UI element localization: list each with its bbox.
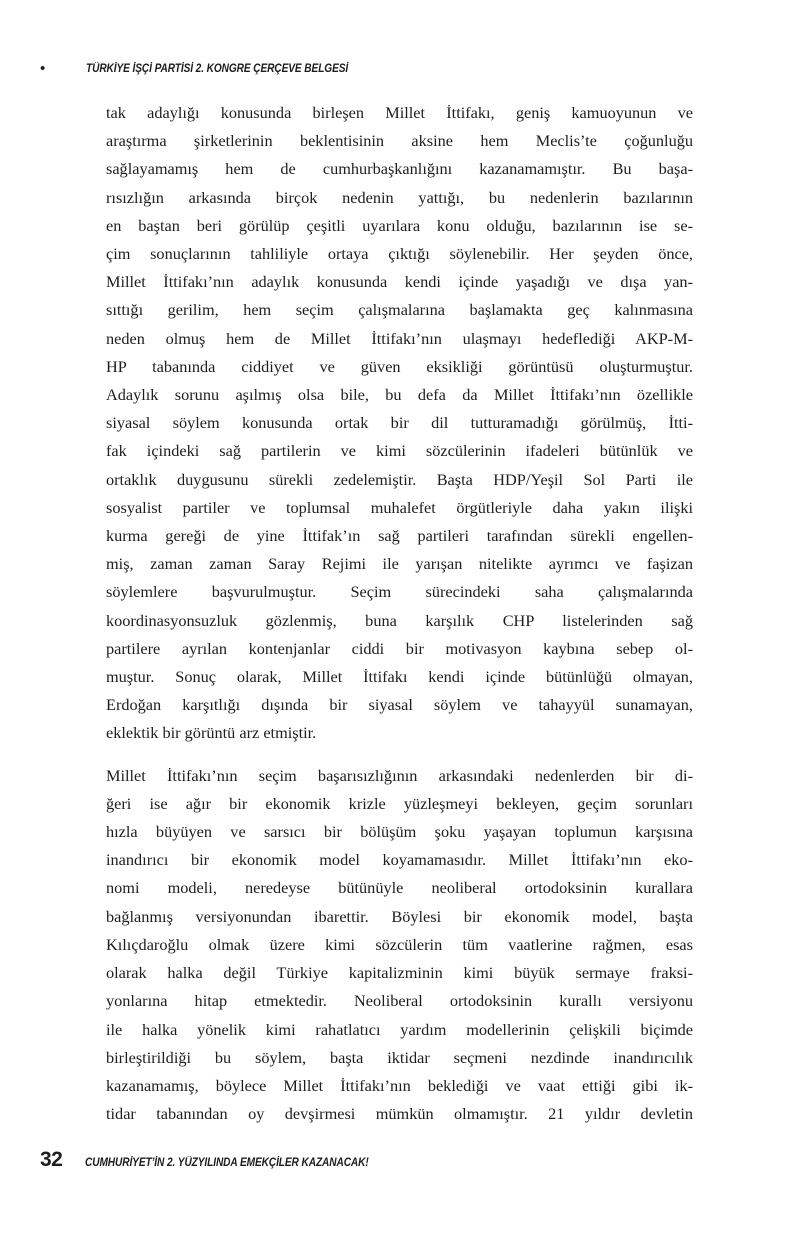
text-line: sıttığı gerilim, hem seçim çalışmalarına başlamakta geç kalınmasına (106, 300, 693, 320)
running-footer (40, 1148, 738, 1172)
footer-slogan: CUMHURİYET’İN 2. YÜZYILINDA EMEKÇİLER KAZANACAK! (85, 1157, 370, 1169)
text-line: Kılıçdaroğlu olmak üzere kimi sözcülerin tüm vaatlerine rağmen, esas (106, 934, 693, 954)
text-line: HP tabanında ciddiyet ve güven eksikliği görüntüsü oluşturmuştur. (106, 356, 693, 376)
text-line: yonlarına hitap etmektedir. Neoliberal ortodoksinin kurallı versiyonu (106, 991, 693, 1011)
text-line: kazanamamış, böylece Millet İttifakı’nın beklediği ve vaat ettiği gibi ik- (106, 1075, 693, 1095)
text-line: tak adaylığı konusunda birleşen Millet İttifakı, geniş kamuoyunun ve (106, 103, 693, 122)
text-line: araştırma şirketlerinin beklentisinin aksine hem Meclis’te çoğunluğu (106, 131, 693, 151)
text-line: miş, zaman zaman Saray Rejimi ile yarışan nitelikte ayrımcı ve faşizan (106, 554, 693, 574)
text-line: en baştan beri görülüp çeşitli uyarılara konu olduğu, bazılarının ise se- (106, 215, 693, 235)
text-line: Erdoğan karşıtlığı dışında bir siyasal söylem ve tahayyül sunamayan, (106, 695, 693, 715)
text-line: eklektik bir görüntü arz etmiştir. (106, 723, 317, 743)
text-line: partilere ayrılan kontenjanlar ciddi bir motivasyon kaybına sebep ol- (106, 638, 693, 658)
paragraph (106, 99, 693, 748)
text-line: ortaklık duygusunu sürekli zedelemiştir. Başta HDP/Yeşil Sol Parti ile (106, 469, 693, 489)
text-line: hızla büyüyen ve sarsıcı bir bölüşüm şoku yaşayan toplumun karşısına (106, 822, 693, 842)
text-line: muştur. Sonuç olarak, Millet İttifakı kendi içinde bütünlüğü olmayan, (106, 667, 693, 687)
text-line: söylemlere başvurulmuştur. Seçim sürecindeki saha çalışmalarında (106, 582, 693, 602)
text-line: rısızlığın arkasında birçok nedenin yattığı, bu nedenlerin bazılarının (106, 187, 693, 207)
page-number: 32 (40, 1148, 63, 1171)
text-line: inandırıcı bir ekonomik model koyamamasıdır. Millet İttifakı’nın eko- (106, 850, 693, 870)
text-line: ğeri ise ağır bir ekonomik krizle yüzleşmeyi bekleyen, geçim sorunları (106, 793, 693, 813)
text-line: bağlanmış versiyonundan ibarettir. Böylesi bir ekonomik model, başta (106, 906, 693, 926)
text-line: Millet İttifakı’nın adaylık konusunda kendi içinde yaşadığı ve dışa yan- (106, 272, 693, 292)
text-line: fak içindeki sağ partilerin ve kimi sözcülerinin ifadeleri bütünlük ve (106, 441, 693, 461)
text-line: Millet İttifakı’nın seçim başarısızlığının arkasındaki nedenlerden bir di- (106, 765, 693, 785)
text-line: olarak halka değil Türkiye kapitalizminin kimi büyük sermaye fraksi- (106, 963, 693, 983)
text-line: sosyalist partiler ve toplumsal muhalefet örgütleriyle daha yakın ilişki (106, 497, 693, 517)
text-line: siyasal söylem konusunda ortak bir dil tutturamadığı görülmüş, İtti- (106, 413, 693, 433)
running-header (40, 61, 738, 76)
text-line: koordinasyonsuzluk gözlenmiş, buna karşılık CHP listelerinden sağ (106, 610, 693, 630)
text-line: tidar tabanından oy devşirmesi mümkün olmamıştır. 21 yıldır devletin (106, 1104, 693, 1124)
text-line: çim sonuçlarının tahliliyle ortaya çıktığı söylenebilir. Her şeyden önce, (106, 244, 693, 264)
text-line: kurma gereği de yine İttifak’ın sağ partileri tarafından sürekli engellen- (106, 526, 693, 546)
text-line: Adaylık sorunu aşılmış olsa bile, bu defa da Millet İttifakı’nın özellikle (106, 385, 693, 405)
text-line: ile halka yönelik kimi rahatlatıcı yardım modellerinin çelişkili biçimde (106, 1019, 693, 1039)
text-line: neden olmuş hem de Millet İttifakı’nın ulaşmayı hedeflediği AKP-M- (106, 328, 693, 348)
header-bullet-icon: • (40, 60, 46, 77)
text-line: sağlayamamış hem de cumhurbaşkanlığını kazanamamıştır. Bu başa- (106, 159, 693, 179)
paragraph (106, 762, 693, 1129)
body-text (106, 99, 693, 1128)
running-header-title: TÜRKİYE İŞÇİ PARTİSİ 2. KONGRE ÇERÇEVE BELGESİ (86, 62, 349, 75)
text-line: nomi modeli, neredeyse bütünüyle neoliberal ortodoksinin kurallara (106, 878, 693, 898)
text-line: birleştirildiği bu söylem, başta iktidar seçmeni nezdinde inandırıcılık (106, 1047, 693, 1067)
